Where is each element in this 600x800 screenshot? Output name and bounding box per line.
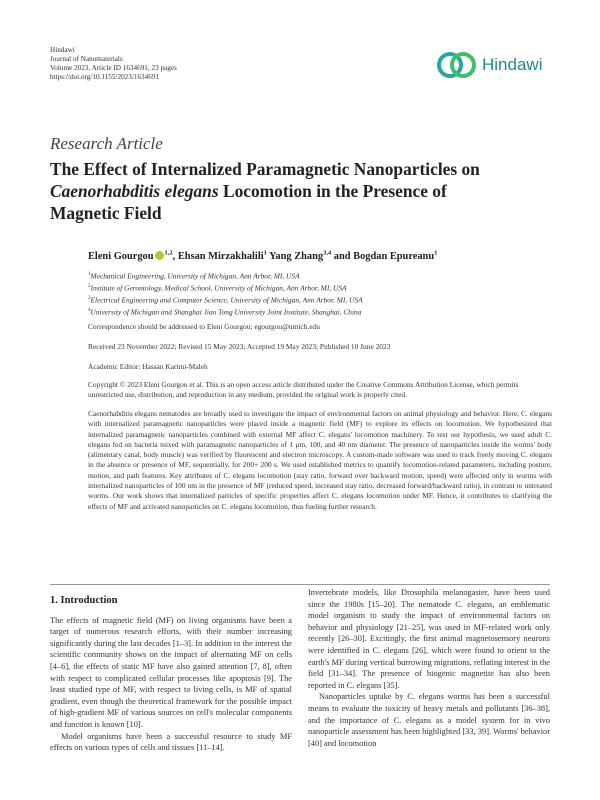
article-title: [50, 158, 550, 224]
hindawi-logo[interactable]: [436, 48, 560, 82]
journal-doi[interactable]: https://doi.org/10.1155/2023/1634691: [50, 73, 160, 81]
copyright-notice: Copyright © 2023 Eleni Gourgou et al. This is an open access article distributed under the Creative Commons Attribution License, which permits unrestricted use, distribution, and reproduction in any medium, provided the original work is properly cited.: [88, 380, 519, 400]
journal-meta: [50, 46, 177, 82]
title-line-2-rest: Locomotion in the Presence of: [218, 181, 447, 201]
section-heading: 1. Introduction: [50, 595, 118, 606]
affiliation: $^2$Institute of Gerontology, Medical School, University of Michigan, Ann Arbor, MI, USA: [88, 283, 347, 293]
correspondence: Correspondence should be addressed to Eleni Gourgou; egourgou@umich.edu: [88, 322, 320, 331]
orcid-icon[interactable]: [155, 251, 164, 260]
title-line-3: Magnetic Field: [50, 203, 162, 223]
right-column: [308, 587, 550, 749]
article-type: Research Article: [50, 134, 163, 153]
journal-volume: Volume 2023, Article ID 1634691, 23 pages: [50, 64, 177, 72]
affiliations: [88, 270, 363, 318]
author[interactable]: Eleni Gourgou $^{1,2}$,: [88, 250, 178, 263]
title-species: Caenorhabditis elegans: [50, 181, 219, 201]
left-column: [50, 595, 292, 754]
hindawi-logo-text: Hindawi: [482, 55, 543, 74]
title-line-2: [50, 180, 550, 202]
body-paragraph: Model organisms have been a successful resource to study MF effects on various types of cells and tissues [11–14].: [50, 731, 292, 753]
publication-dates: Received 23 November 2022; Revised 15 May 2023; Accepted 19 May 2023; Published 10 June 2023: [88, 342, 391, 351]
body-paragraph: The effects of magnetic field (MF) on living organisms have been a target of numerous research efforts, with their number increasing significantly during the last decades [1–3]. In addition to the interest the scientific community shows on the impact of alternating MF on cells [4–6], the effects of static MF have also gained attention [7, 8], often with respect to complicated cellular processes like apoptosis [9]. The least studied type of MF, with respect to living cells, is MF of spatial gradient, even though the theoretical framework for the possible impact of high-gradient MF of various sources on cell's molecular components and function is known [10].: [50, 615, 292, 729]
academic-editor: Academic Editor: Hassan Karimi-Maleh: [88, 362, 208, 371]
affiliation: $^1$Mechanical Engineering, University of Michigan, Ann Arbor, MI, USA: [88, 271, 300, 281]
publisher-name: Hindawi: [50, 46, 75, 54]
hindawi-rings-icon: [436, 49, 478, 81]
body-paragraph: Invertebrate models, like Drosophila melanogaster, have been used since the 1980s [15–20]. The nematode C. elegans, an emblematic model organism to study the impact of environmental factors on behavior and physiology [21–25], was used in MF-related work only recently [26–30]. Excitingly, the first animal magnetosensory neurons were identified in C. elegans [26], which were found to orient to the earth's MF during vertical burrowing migrations, reflating interest in the field [31–34]. The presence of biogenic magnetite has also been reported in C. elegans [35].: [308, 588, 550, 690]
affiliation: $^4$University of Michigan and Shanghai Jiao Tong University Joint Institute, Shanghai, China: [88, 307, 362, 317]
section-divider: [50, 584, 550, 585]
affiliation: $^3$Electrical Engineering and Computer Science, University of Michigan, Ann Arbor, MI, USA: [88, 295, 363, 305]
author[interactable]: Yang Zhang$^{3,4}$ and: [269, 250, 354, 263]
author[interactable]: Ehsan Mirzakhalili$^1$: [177, 250, 267, 263]
author-list: [88, 250, 437, 262]
abstract: Caenorhabditis elegans nematodes are broadly used to investigate the impact of environmental factors on animal physiology and behavior. Here, C. elegans with internalized paramagnetic nanoparticles were placed inside a magnetic field (MF) to explore its effects on locomotion. We hypothesized that internalized paramagnetic nanoparticles combined with external MF affect C. elegans' locomotion machinery. To test our hypothesis, we used adult C. elegans fed on bacteria mixed with paramagnetic nanoparticles of 1 μm, 100, and 40 nm diameter. The presence of nanoparticles inside the worms' body (alimentary canal, body muscle) was verified by fluorescent and electron microscopy. A custom-made software was used to track freely moving C. elegans in the absence or presence of MF, sequentially, for 200+ 200 s. We used established metrics to quantify locomotion-related parameters, including posture, motion, and path features. Key attributes of C. elegans locomotion (stay ratio, forward over backward motion, speed) were affected only in worms with internalized nanoparticles of 100 nm in the presence of MF (reduced speed, increased stay ratio, decreased forward/backward ratio), in contrast to untreated worms. Our work shows that internalized particles of specific properties affect C. elegans locomotion under MF. Hence, it contributes to clarifying the effects of MF and activated nanoparticles on C. elegans locomotion, thus fueling further research.: [88, 409, 552, 511]
title-line-1: The Effect of Internalized Paramagnetic Nanoparticles on: [50, 159, 480, 179]
journal-name: Journal of Nanomaterials: [50, 55, 123, 63]
body-paragraph: Nanoparticles uptake by C. elegans worms has been a successful means to evaluate the toxicity of heavy metals and pollutants [36–38], and the importance of C. elegans as a model system for in vivo nanoparticle assessment has been highlighted [33, 39]. Worms' behavior [40] and locomotion: [308, 692, 550, 748]
author[interactable]: Bogdan Epureanu$^1$: [353, 250, 438, 263]
